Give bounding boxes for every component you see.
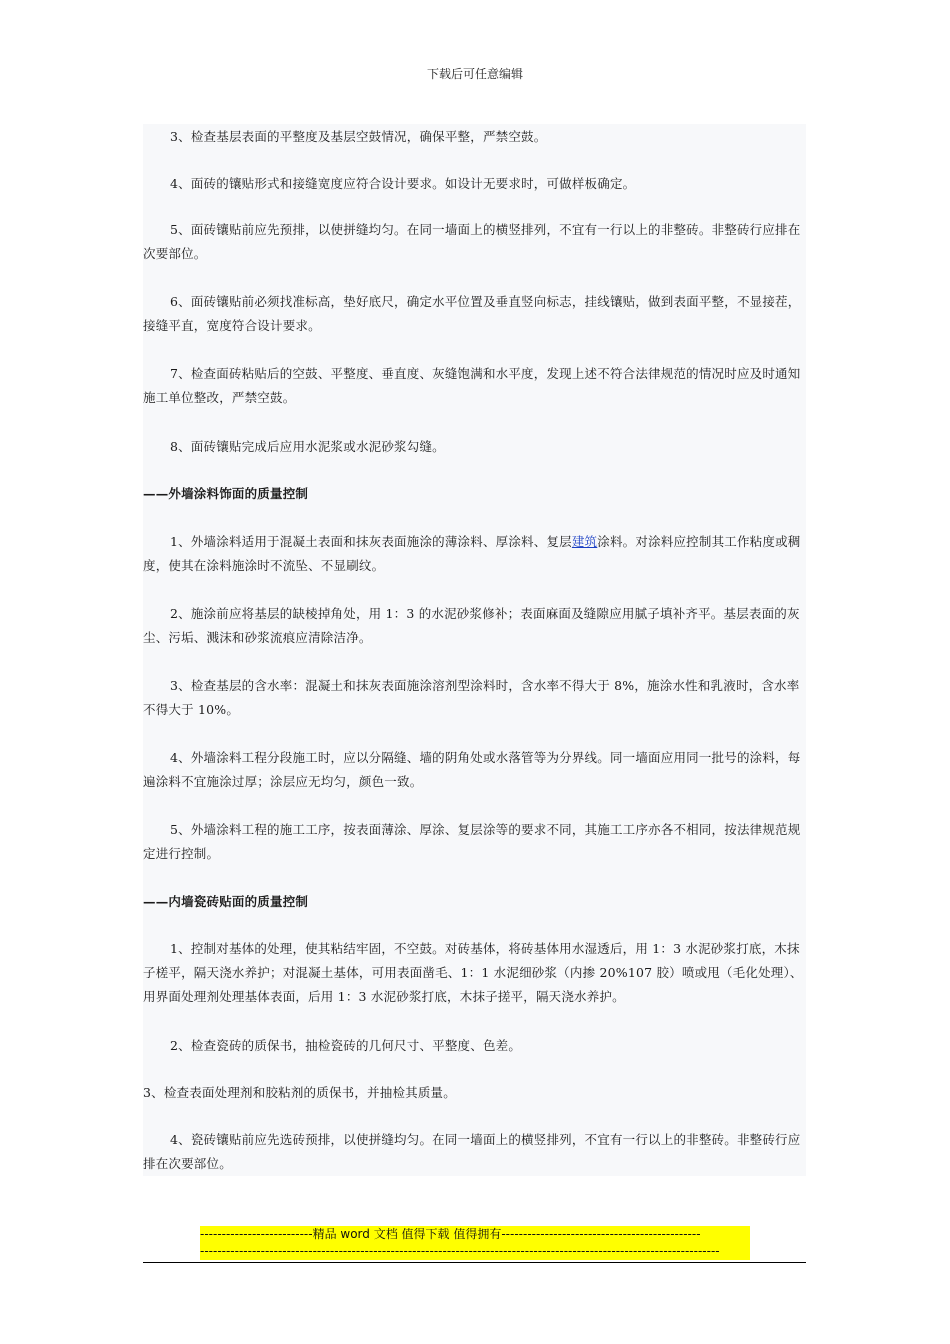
footer-banner bbox=[200, 1226, 750, 1260]
footer-line-1: --------------------------精品 word 文档 值得下载 值得拥有---------------------------------------------- bbox=[200, 1227, 701, 1241]
document-body bbox=[143, 124, 806, 1176]
paragraph: 3、检查基层表面的平整度及基层空鼓情况，确保平整，严禁空鼓。 bbox=[170, 129, 547, 144]
building-link[interactable]: 建筑 bbox=[571, 534, 598, 549]
section-heading: ——内墙瓷砖贴面的质量控制 bbox=[143, 894, 309, 909]
paragraph: 2、施涂前应将基层的缺棱掉角处，用 1：3 的水泥砂浆修补；表面麻面及缝隙应用腻子填补齐平。基层表面的灰尘、污垢、溅沫和砂浆流痕应清除洁净。 bbox=[143, 606, 800, 645]
paragraph: 3、检查基层的含水率：混凝土和抹灰表面施涂溶剂型涂料时，含水率不得大于 8%，施涂水性和乳液时，含水率不得大于 10%。 bbox=[143, 678, 800, 717]
paragraph: 7、检查面砖粘贴后的空鼓、平整度、垂直度、灰缝饱满和水平度，发现上述不符合法律规范的情况时应及时通知施工单位整改，严禁空鼓。 bbox=[143, 366, 801, 405]
paragraph: 1、控制对基体的处理，使其粘结牢固，不空鼓。对砖基体，将砖基体用水湿透后，用 1：3 水泥砂浆打底，木抹子槎平，隔天浇水养护；对混凝土基体，可用表面凿毛、1：1 水泥细砂浆（内掺 20%107 胶）喷或甩（毛化处理）、用界面处理剂处理基体表面，后用 1：3 水泥砂浆打底，木抹子搓平，隔天浇水养护。 bbox=[143, 941, 803, 1004]
paragraph: 5、外墙涂料工程的施工工序，按表面薄涂、厚涂、复层涂等的要求不同，其施工工序亦各不相同，按法律规范规定进行控制。 bbox=[143, 822, 801, 861]
paragraph: 4、瓷砖镶贴前应先选砖预排，以使拼缝均匀。在同一墙面上的横竖排列，不宜有一行以上的非整砖。非整砖行应排在次要部位。 bbox=[143, 1132, 801, 1171]
paragraph-text: 1、外墙涂料适用于混凝土表面和抹灰表面施涂的薄涂料、厚涂料、复层 bbox=[170, 534, 572, 549]
paragraph: 2、检查瓷砖的质保书，抽检瓷砖的几何尺寸、平整度、色差。 bbox=[170, 1038, 522, 1053]
paragraph: 5、面砖镶贴前应先预排，以使拼缝均匀。在同一墙面上的横竖排列，不宜有一行以上的非整砖。非整砖行应排在次要部位。 bbox=[143, 222, 801, 261]
paragraph: 6、面砖镶贴前必须找准标高，垫好底尺，确定水平位置及垂直竖向标志，挂线镶贴，做到表面平整，不显接茬，接缝平直，宽度符合设计要求。 bbox=[143, 294, 801, 333]
paragraph: 3、检查表面处理剂和胶粘剂的质保书，并抽检其质量。 bbox=[143, 1085, 456, 1100]
footer-divider bbox=[143, 1262, 806, 1263]
paragraph: 4、外墙涂料工程分段施工时，应以分隔缝、墙的阴角处或水落管等为分界线。同一墙面应用同一批号的涂料，每遍涂料不宜施涂过厚；涂层应无均匀，颜色一致。 bbox=[143, 750, 801, 789]
paragraph: 8、面砖镶贴完成后应用水泥浆或水泥砂浆勾缝。 bbox=[170, 439, 445, 454]
section-heading: ——外墙涂料饰面的质量控制 bbox=[143, 486, 309, 501]
footer-line-2: ------------------------------------------------------------------------------------------------------------------------ bbox=[200, 1244, 720, 1258]
paragraph: 4、面砖的镶贴形式和接缝宽度应符合设计要求。如设计无要求时，可做样板确定。 bbox=[170, 176, 636, 191]
paragraph bbox=[143, 530, 806, 578]
paragraph-text: 涂料。对涂料应控制其工作粘度或稠度，使其在涂料施涂时不流坠、不显刷纹。 bbox=[143, 534, 801, 573]
page-header: 下载后可任意编辑 bbox=[426, 67, 523, 81]
